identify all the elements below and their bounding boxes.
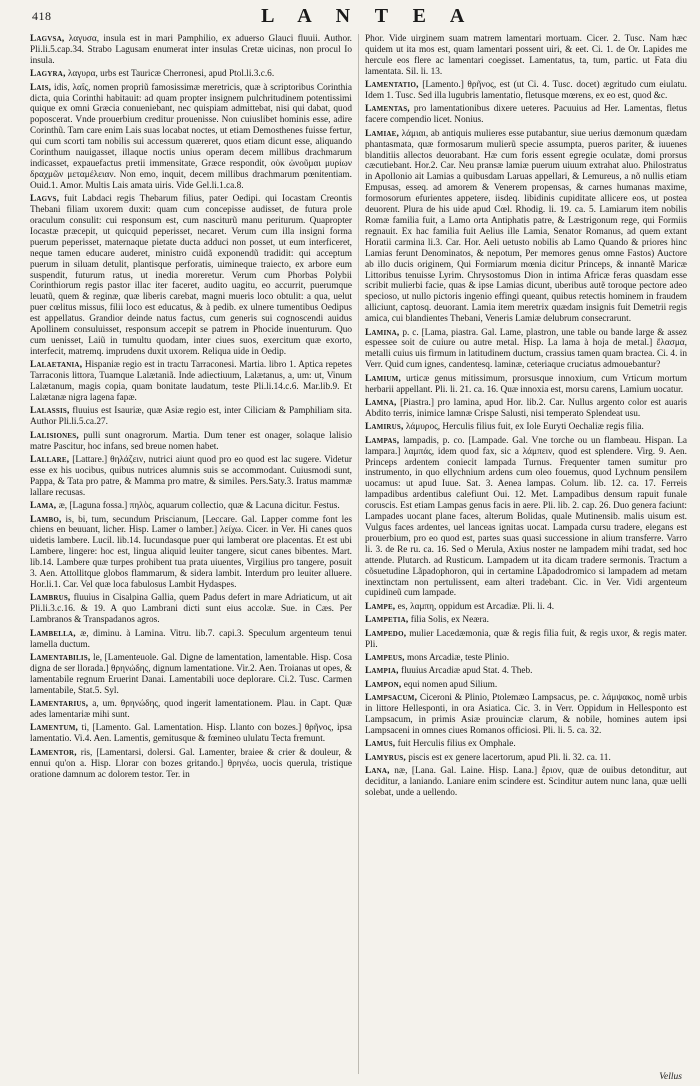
- dictionary-entry: [30, 69, 352, 80]
- dictionary-entry: [365, 34, 687, 78]
- entry-text: lampadis, p. co. [Lampade. Gal. Vne torche ou un flambeau. Hispan. La lampara.] λαμπάς, idem quod fax, sic a λάμπειν, quod est splendere. Virg. 9. Aen. Princeps ardentem coniecit lampada Turnus. Frequenter tamen sumitur pro instrumento, in quo ellychnium ardens cum oleo fouemus, quod Lychnum pensilem uocamus: ut apud Iuue. Sat. 3. Aenea lampas. Colum. lib. 12. ca. 17. Ferreis lampadibus ardentibus calefiunt Oui. 12. Met. Lampadibus densum rapuit funale coruscis. Est etiam Lampas genus facis in aere. Pli. lib. 2. cap. 26. Duo genera faciunt: Lampades uocant plane faces, alterum Bolidas, quale Mutinensib. malis uisum est. Vulgus faces ardentes, uel lanceas ignitas uocat. Lampada cursu tradere, elegans est prouerbium, pro eo quod est, partes suas quasi successione in alium transferre. Varro li. 3. de Re ru. ca. 16. Sed o Merula, Axius noster ne lampadem mihi tradat, sed hoc attende. Plutarch. ad Rusticum. Lampadem ut ita dicam tradere sermonis. Tractum a cõsuetudine Lãpadophoron, qui in certamine Lãpadodromico si lampadem ad metam inextinctam non pertulissent, eam alteri tradebant. Cic. in Ver. Vidi argenteum cupidineũ cum lampade.: [365, 435, 687, 599]
- dictionary-entry: [30, 629, 352, 651]
- entry-headword: Lagvsa,: [30, 34, 65, 44]
- entry-headword: Lambo,: [30, 514, 62, 525]
- dictionary-entry: [30, 360, 352, 404]
- entry-text: ris, [Lamentarsi, dolersi. Gal. Lamenter, braiee & crier & douleur, & ennui qu'on a. Hisp. Llorar con bozes gritando.] θρηνέω, uocis querula, tristique oratione damnum ac dolorem testor. Ter. in: [30, 747, 352, 780]
- entry-text: es, λαμπη, oppidum est Arcadiæ. Pli. li. 4.: [397, 601, 555, 612]
- entry-text: is, bi, tum, secundum Priscianum, [Leccare. Gal. Lapper comme font les chiens en beuuant, licher. Hisp. Lamer o lamber.] λείχω. Cicer. in Ver. Hi canes quos uidetis lambere. Lucil. lib.14. Iucundasque puer qui lamberat ore placentas. Et est ubi Lambere, lingere: hoc est, lingua aliquid leuiter tangere, sicut canes bibentes. Mart. lib.14. Lambere quæ turpes prohibent tua prata uiuentes, Virgilius pro tangere, posuit 3. Aen. Attollitque globos flammarum, & sidera lambit. Interdum pro leuiter alluere. Hor.li.1. Car. Vel quæ loca fabulosus Lambit Hydaspes.: [30, 514, 352, 590]
- entry-headword: Lama,: [30, 501, 57, 512]
- entry-text: fuit Herculis filius ex Omphale.: [397, 739, 516, 750]
- entry-text: λάμιαι, ab antiquis mulieres esse putabantur, siue uerius dæmonum quædam phantasmata, quæ formosarum mulierũ specie assumpta, pueros pariter, & iuuenes blanditiis allectos deuorabant. Hæ cum foris essent egregie oculatæ, domi prorsus cæcutiebant. Hor.2. Car. Neu pransæ lamiæ puerum uiuum extrahat aluo. Philostratus in Apollonio ait Lamias a quibusdam Laruas appellari, & Lemureus, a nõ nullis etiam Empusas, esseq. ad amorem & Venerem propensas, & carnes humanas maxime, formosorum efurientes appetere, iisdeq. libidinis cupiditate allicere eos, ut postea deuorent. Plura de his uide apud Cœl. Rhodig. li. 19. ca. 5. Lamiarum item nobilis Romæ familia fuit, a Lamo orta Antiphatis patre, & Læstrigonum rege, qui Formiis regnauit. Ex hac familia fuit Aelius ille Lamia, Senator Romanus, ad quem extant Horatii carmina li.3. Car. Hor. Aeli uetusto nobilis ab Lamo Quando & priores hinc Lamias ferunt Denominatos, & nepotum, Per memores genus omne Fastos) Auctore ab illo ducis originem, Qui Formiarum mœnia dicitur Princeps, & innantẽ Maricæ Littoribus tenuisse Lyrim. Chrysostomus Dion in intima Africæ feras quasdam esse scribit mulierbi facie, quas & ipse Lamias dicunt, uberibus autẽ toroque pectore adeo specioso, ut nullo pictoris ingenio effingi queant, quibus retectis hominem in fraudem alliciunt, captosq. deuorant. Lamia item meretrix quædam insignis fuit Demetrii regis amica, cui blandientes Thebani, Veneris Lamiæ delubrum consecrarunt.: [365, 128, 687, 325]
- dictionary-entry: [365, 129, 687, 325]
- page-header: [32, 2, 684, 30]
- entry-text: mons Arcadiæ, teste Plinio.: [407, 652, 510, 663]
- entry-headword: Lalisiones,: [30, 430, 79, 441]
- entry-text: λαγυρα, urbs est Tauricæ Cherronesi, apud Ptol.li.3.c.6.: [67, 69, 275, 80]
- dictionary-entry: [30, 194, 352, 358]
- dictionary-entry: [365, 104, 687, 126]
- column-divider: [358, 34, 359, 1074]
- dictionary-entry: [365, 629, 687, 651]
- dictionary-entry: [365, 422, 687, 433]
- dictionary-entry: [30, 406, 352, 428]
- running-head: L A N T E A: [261, 4, 475, 27]
- right-column: [365, 34, 687, 1078]
- entry-headword: Lamus,: [365, 739, 396, 750]
- entry-text: equi nomen apud Silium.: [403, 679, 498, 690]
- entry-headword: Lamentatio,: [365, 80, 419, 91]
- entry-headword: Lamentor,: [30, 747, 77, 758]
- entry-headword: Lampia,: [365, 666, 399, 677]
- entry-headword: Lampe,: [365, 601, 396, 612]
- entry-text: [Piastra.] pro lamina, apud Hor. lib.2. Car. Nullus argento color est auaris Abdito terris, inimice lamnæ Crispe Salusti, nisi temperato Splendeat usu.: [365, 398, 687, 419]
- entry-text: pro lamentationibus dixere ueteres. Pacuuius ad Her. Lamentas, fletus facere compendio licet. Nonius.: [365, 104, 687, 126]
- entry-text: fluuius est Isauriæ, quæ Asiæ regio est, inter Ciliciam & Pamphiliam sita. Author Pli.li.5.ca.27.: [30, 406, 352, 428]
- dictionary-entry: [30, 748, 352, 781]
- entry-text: filia Solis, ex Neæra.: [410, 615, 489, 626]
- dictionary-entry: [365, 398, 687, 420]
- left-column: [30, 34, 352, 1078]
- dictionary-entry: [365, 615, 687, 626]
- dictionary-entry: [365, 753, 687, 764]
- dictionary-entry: [30, 455, 352, 499]
- dictionary-entry: [365, 766, 687, 799]
- entry-headword: Lampsacum,: [365, 693, 418, 704]
- dictionary-entry: [30, 431, 352, 453]
- entry-headword: Lambrus,: [30, 593, 71, 604]
- entry-headword: Lampas,: [365, 435, 400, 446]
- entry-headword: Lamentabilis,: [30, 652, 91, 663]
- dictionary-entry: [365, 436, 687, 600]
- dictionary-entry: [30, 653, 352, 697]
- entry-headword: Lamirus,: [365, 422, 404, 433]
- catchword: Vellus: [659, 1072, 682, 1082]
- dictionary-entry: [30, 593, 352, 626]
- entry-text: λαγυσα, insula est in mari Pamphilio, ex aduerso Glauci fluuii. Author. Pli.li.5.cap.34. Strabo Lagusam enumerat inter insulas Cretæ uicinas, non procul Io insula.: [30, 34, 352, 66]
- entry-text: fuit Labdaci regis Thebarum filius, pater Oedipi. qui Iocastam Creontis Thebani filiam uxorem duxit: quam cum concepisse audisset, de futura prole oraculum consulit: cui responsum est, cum nasciturũ manu periturum. Quapropter Iocastæ præcepit, ut quicquid peperisset, necaret. Verum cum illa insigni forma puerum peperisset, maternaque pietate ducta adduci non posset, ut eum interficeret, neque tamen educare auderet, ministro cuidã exponendũ tradidit: qui acceptum puerum in siluam detulit, plantisque perforatis, uimineque traiecto, ex arbore eum suspendit, futurum ratus, ut inedia moreretur. Verum cum Phorbas Polybii Corinthiorum regis pastor illac iter faceret, audito uagitu, eo accurrit, puerumque leuatũ, quem & reginæ, quæ liberis carebat, magni mueris loco obtulit: a qua, uelut puer cœlitus missus, filii loco est educatus, & à pedib. ex ulnere tumentibus Oedipus est appellatus. Grandior deinde natus factus, cum generis sui cognoscendi auidus Apollinem consuluisset, responsum accepit se patrem in Phocide inuenturum. Quo cum uenisset, Laiũ in tumultu quodam, inter ciues suos, exercitum quæ exorto, interfecit, matremq. imprudens duxit uxorem. Reliqua uide in Oedip.: [30, 194, 352, 357]
- entry-headword: Lagyra,: [30, 69, 66, 80]
- dictionary-entry: [30, 723, 352, 745]
- dictionary-entry: [365, 666, 687, 677]
- entry-headword: Lamentarius,: [30, 699, 89, 710]
- entry-headword: Lana,: [365, 766, 390, 777]
- dictionary-entry: [30, 515, 352, 591]
- entry-headword: Lalaetania,: [30, 360, 83, 371]
- dictionary-entry: [30, 83, 352, 192]
- entry-headword: Lamiae,: [365, 128, 400, 139]
- entry-headword: Lamyrus,: [365, 752, 406, 763]
- entry-text: piscis est ex genere lacertorum, apud Pli. li. 32. ca. 11.: [408, 752, 611, 763]
- entry-text: idis, λαΐς, nomen propriũ famosissimæ meretricis, quæ à scriptoribus Corinthia dicta, quia Corinthi habitauit: ad quam propter insignem pulchritudinem potentissimi quique ex omni Græcia conueniebant, nec quispiam admittebat, nisi qui dabat, quod poposcerat. Vnde prouerbium creditur prouenisse. Non cuiuslibet hominis esse, adire Corinthũ. Tam care enim Lais suas locabat noctes, ut etiam Demosthenes fuisse fertur, qui cum scorti tam nobilis sui accessum quæreret, quos etiam dicunt esse, aliquando Corinthum nauigasset, illaque noctis unius operam decem millibus drachmarum indicasset, expauefactus pretii immensitate, Græce respondit, οὐκ ὠνοῦμαι μυρίων δραχμῶν μεταμέλειαν. Non emo, inquit, decem millibus drachmarum pœnitentiam. Ouid.1. Amor. Multis Lais amata uiris. Vide Gel.li.1.ca.8.: [30, 82, 352, 191]
- dictionary-entry: [365, 739, 687, 750]
- entry-text: a, um. θρηνώδης, quod ingerit lamentationem. Plau. in Capt. Quæ ades lamentariæ mihi sunt.: [30, 699, 352, 720]
- entry-text: Phor. Vide uirginem suam matrem lamentari mortuam. Cicer. 2. Tusc. Nam hæc quidem ut ita mos est, quam lamentari possent uiri, & eet. Ci. 1. de Or. Lapides me hercule eos flere ac lamentari coegisset. Lamentatus, ta, tum, partic. ut Fata diu lamentata. Sil. li. 13.: [365, 34, 687, 77]
- dictionary-entry: [365, 680, 687, 691]
- entry-text: æ, [Laguna fossa.] πηλὸς, aquarum collectio, quæ & Lacuna dicitur. Festus.: [58, 501, 340, 512]
- entry-text: [Lamento.] θρῆνος, est (ut Ci. 4. Tusc. docet) ægritudo cum eiulatu. Idem 1. Tusc. Sed illa lugubris lamentatio, fletusque mœrens, ex eo est, quod &c.: [365, 80, 687, 102]
- entry-text: le, [Lamenteuole. Gal. Digne de lamentation, lamentable. Hisp. Cosa digna de ser llorada.] θρηνώδης, dignum lamentatione. Vir.2. Aen. Troianas ut opes, & lamentabile regnum Eruerint Danai. Lamentabili uoce deplorare. Ci.2. Tusc. Carmen lamentabile, Stat.5. Syl.: [30, 652, 352, 696]
- entry-text: p. c. [Lama, piastra. Gal. Lame, plastron, une table ou bande large & assez espessee soit de cuiure ou autre metal. Hisp. La lama à hoja de metal.] ἔλασμα, metalli cuius uis firmum in latitudinem ductum, crassius tamen quam bractea. Ci. 4. in Verr. Quid cum ignes, candentesq. laminæ, ceteriaque cruciatus admouebantur?: [365, 327, 687, 371]
- dictionary-entry: [30, 699, 352, 721]
- entry-headword: Lamium,: [365, 373, 401, 384]
- entry-headword: Lamentas,: [365, 104, 410, 115]
- entry-text: næ, [Lana. Gal. Laine. Hisp. Lana.] ἔριον, quæ de ouibus detonditur, aut deciditur, a laniando. Laniare enim scindere est. Scinditur autem nunc lana, quæ uelli solebat, unde a uellendo.: [365, 766, 687, 798]
- entry-text: pulli sunt onagrorum. Martia. Dum tener est onager, solaque lalisio matre Pascitur, hoc infans, sed breue nomen habet.: [30, 430, 352, 452]
- entry-headword: Lampetia,: [365, 615, 409, 626]
- entry-text: urticæ genus mitissimum, prorsusque innoxium, cum Vrticum mortum herbarii appellant. Pli. li. 21. ca. 16. Quæ innoxia est, morsu carens, Lamium uocatur.: [365, 373, 687, 395]
- dictionary-entry: [365, 374, 687, 396]
- entry-text: Ciceroni & Plinio, Ptolemæo Lampsacus, pe. c. λάμψακος, nomẽ urbis in littore Hellesponti, in ora Asiatica. Cic. 3. in Verr. Oppidum in Hellesponto est Lampsacum, in primis Asiæ prouinciæ clarum, & nobile, homines autem ipsi Lampsaceni in omnes ciues Romanos officiosi. Pli. li. 5. ca. 32.: [365, 693, 687, 736]
- entry-headword: Lampedo,: [365, 628, 407, 639]
- entry-headword: Lallare,: [30, 455, 70, 466]
- entry-headword: Lambella,: [30, 628, 76, 639]
- entry-headword: Lais,: [30, 82, 52, 93]
- dictionary-entry: [30, 501, 352, 512]
- entry-text: [Lattare.] θηλάζειν, nutrici aiunt quod pro eo quod est lac sugere. Videtur esse ex his uocibus, quibus nutrices alumnis suis se accommodant. Cuiusmodi sunt, Pappa, & Tata pro patre, & Mamma pro matre, & similes. Pers.Saty.3. Iratus mammæ lallare recusas.: [30, 455, 352, 498]
- entry-headword: Lamna,: [365, 398, 397, 408]
- dictionary-entry: [365, 80, 687, 102]
- dictionary-entry: [365, 693, 687, 737]
- dictionary-entry: [365, 602, 687, 613]
- dictionary-entry: [30, 34, 352, 67]
- dictionary-entry: [365, 328, 687, 372]
- entry-text: fluuius Arcadiæ apud Stat. 4. Theb.: [400, 666, 533, 677]
- entry-headword: Lamina,: [365, 327, 400, 338]
- entry-headword: Lamentum,: [30, 723, 79, 734]
- entry-text: mulier Lacedæmonia, quæ & regis filia fuit, & regis uxor, & regis mater. Pli.: [365, 628, 687, 650]
- entry-text: Hispaniæ regio est in tractu Tarraconesi. Martia. libro 1. Aptica repetes Tarraconis littora, Tuamque Lalætaniã. Inde adiectiuum, Lalætanus, a, um: ut, Vinum Lalætanum, magis copia, quam bonitate laudatum, teste Pli.li.14.c.6. Mar.lib.9. Et Lalætanæ nigra lagena fapæ.: [30, 360, 352, 403]
- entry-text: ti, [Lamento. Gal. Lamentation. Hisp. Llanto con bozes.] θρῆνος, ipsa lamentatio. Vi.4. Aen. Lamentis, gemitusque & fœmineo ululatu Tecta fremunt.: [30, 723, 352, 745]
- entry-text: fluuius in Cisalpina Gallia, quem Padus defert in mare Adriaticum, ut ait Pli.li.3.c.16. & 19. A quo Lambrani dicti sunt eius accolæ. Sue. in Cæs. Per Lambranos & Transpadanos agros.: [30, 593, 352, 626]
- entry-headword: Lampeus,: [365, 652, 405, 663]
- entry-headword: Lagvs,: [30, 194, 60, 205]
- page-number: 418: [32, 8, 52, 23]
- entry-headword: Lampon,: [365, 679, 402, 690]
- dictionary-entry: [365, 653, 687, 664]
- entry-text: æ, diminu. à Lamina. Vitru. lib.7. capi.3. Speculum argenteum tenui lamella ductum.: [30, 628, 352, 650]
- entry-headword: Lalassis,: [30, 406, 70, 417]
- entry-text: λάμυρος, Herculis filius fuit, ex Iole Euryti Oechaliæ regis filia.: [405, 422, 644, 433]
